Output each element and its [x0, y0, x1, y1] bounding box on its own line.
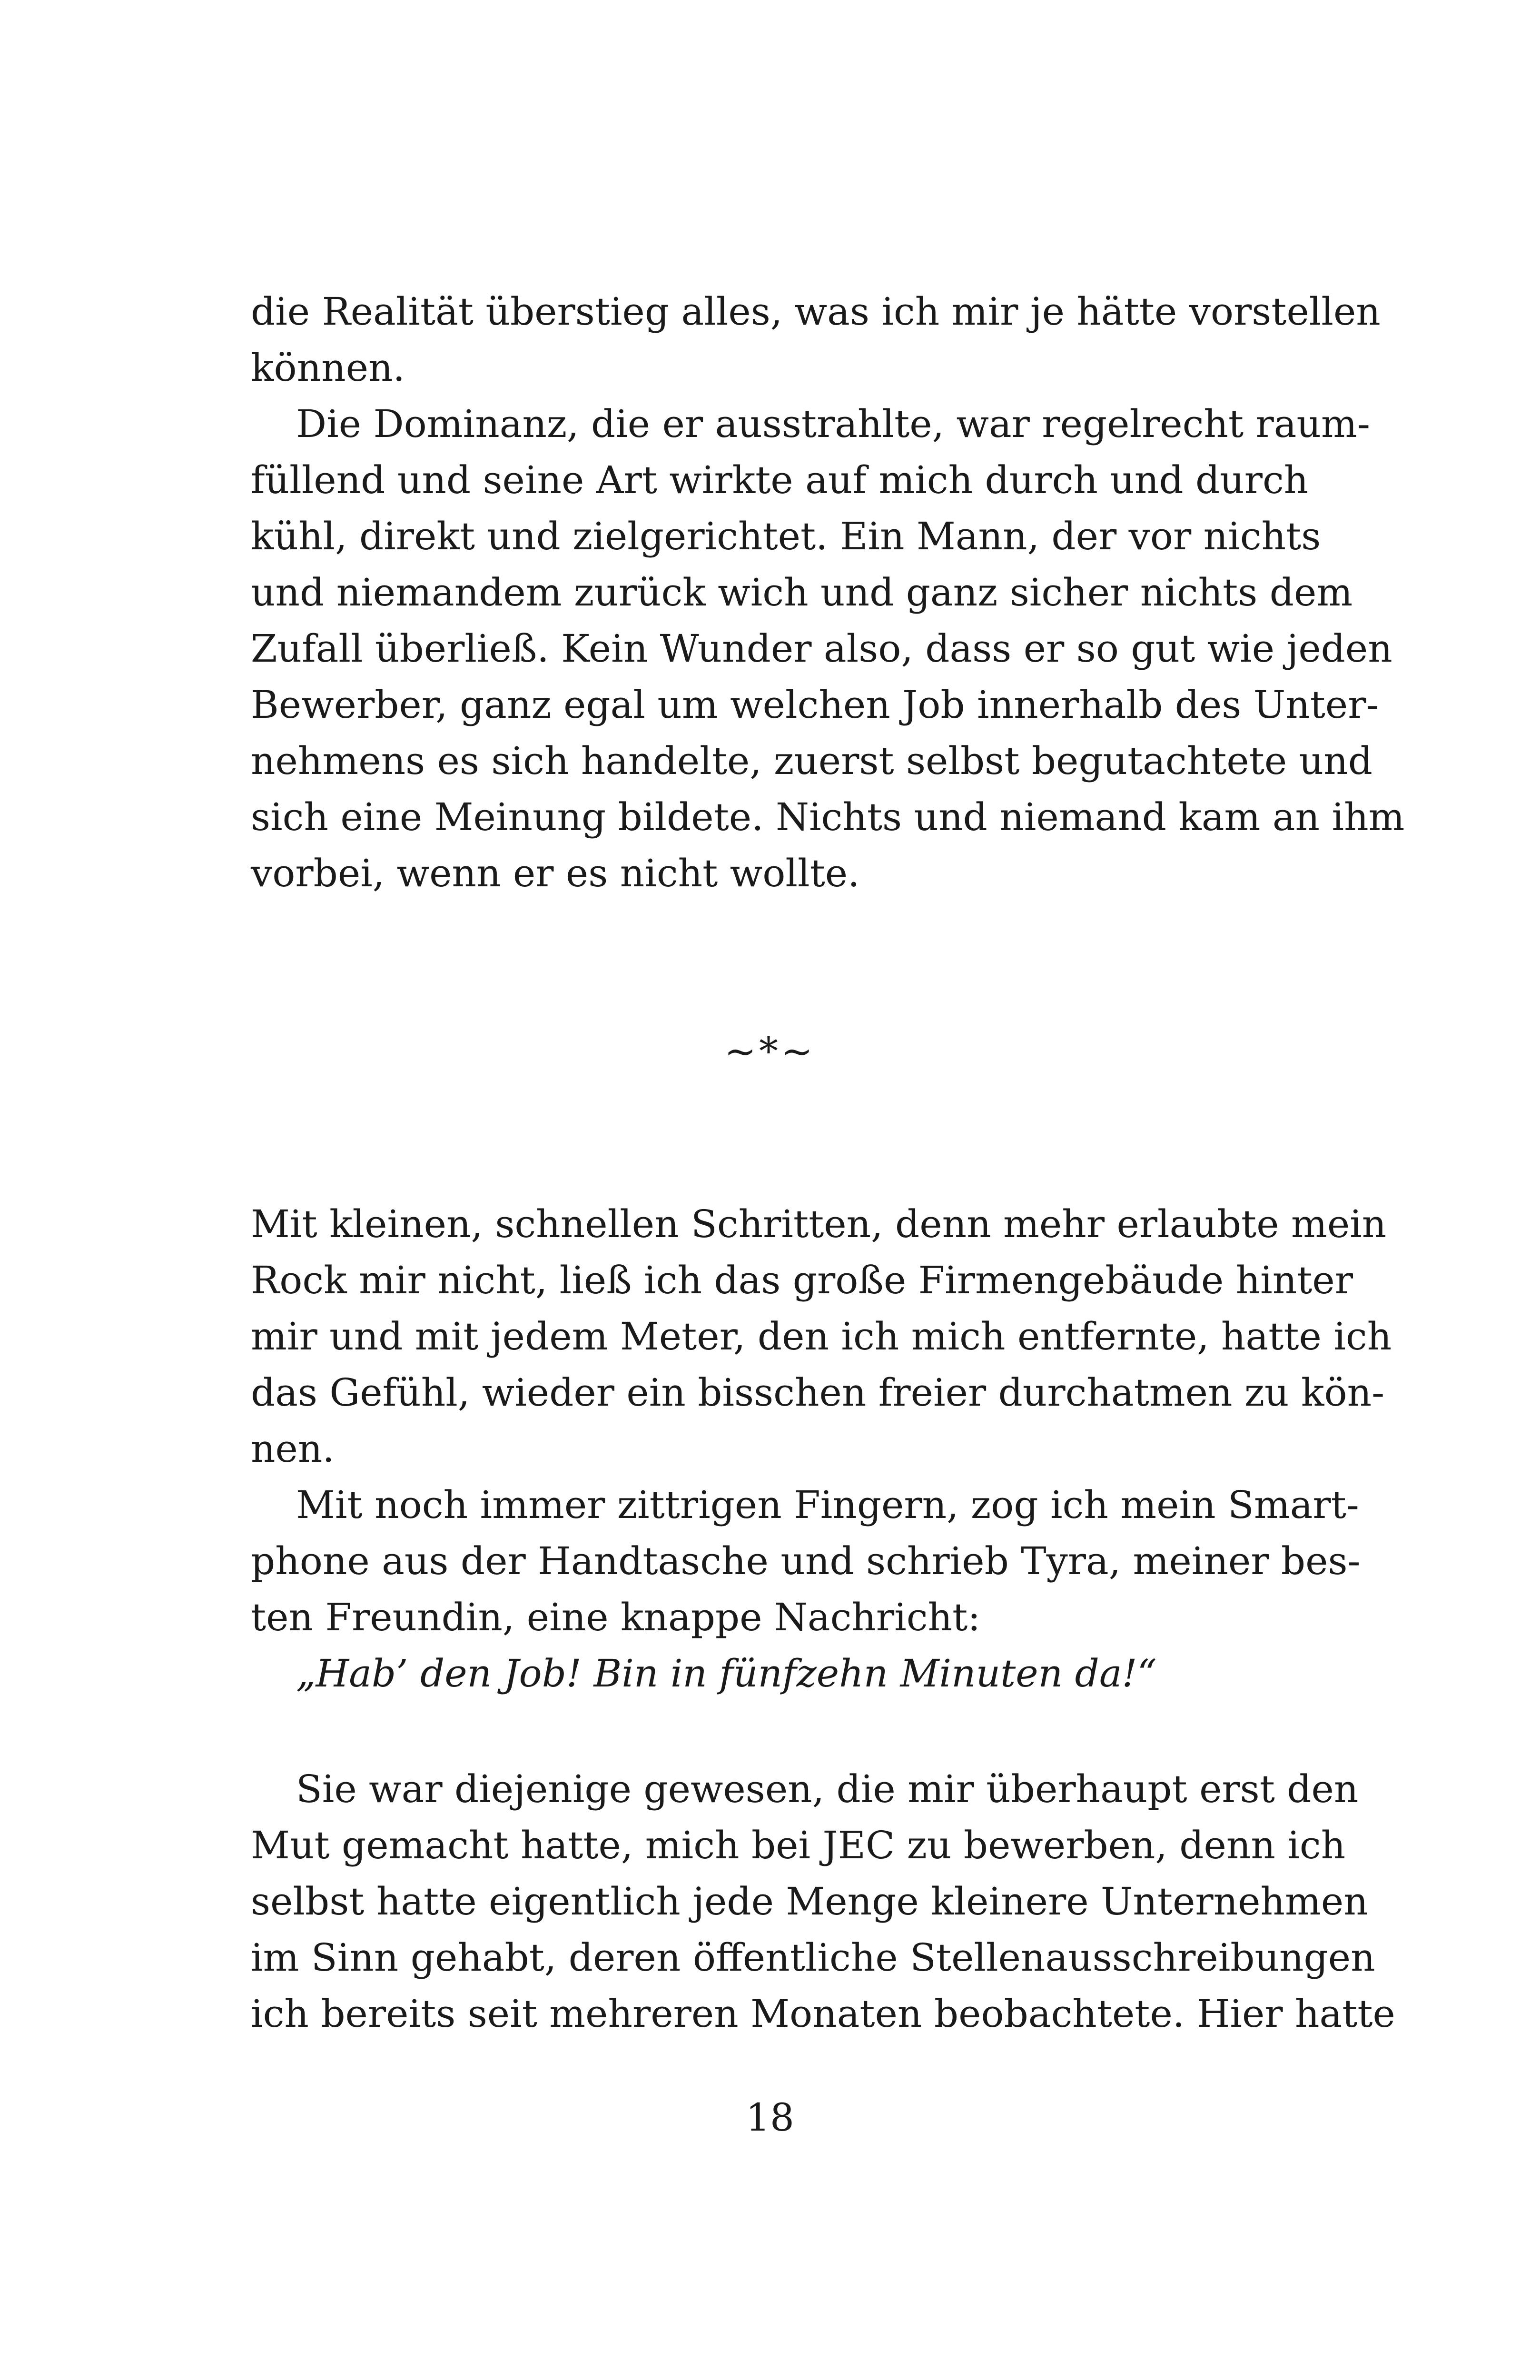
text-line: Zufall überließ. Kein Wunder also, dass er so gut wie jeden [251, 626, 1392, 671]
paragraph-block-1 [251, 284, 1405, 902]
text-line: Sie war diejenige gewesen, die mir überhaupt erst den [296, 1767, 1359, 1811]
scene-separator: ~*~ [724, 1029, 816, 1073]
text-line: phone aus der Handtasche und schrieb Tyra, meiner bes- [251, 1539, 1361, 1583]
text-line: vorbei, wenn er es nicht wollte. [251, 851, 860, 895]
text-line: Mit kleinen, schnellen Schritten, denn mehr erlaubte mein [251, 1202, 1387, 1246]
text-line: das Gefühl, wieder ein bisschen freier durchatmen zu kön- [251, 1370, 1385, 1415]
text-line: Die Dominanz, die er ausstrahlte, war regelrecht raum- [296, 402, 1370, 446]
text-line: und niemandem zurück wich und ganz sicher nichts dem [251, 570, 1353, 615]
page-number: 18 [746, 2095, 794, 2140]
text-line: Mit noch immer zittrigen Fingern, zog ich mein Smart- [296, 1483, 1359, 1527]
text-line: ten Freundin, eine knappe Nachricht: [251, 1595, 981, 1639]
text-line: Bewerber, ganz egal um welchen Job innerhalb des Unter- [251, 683, 1379, 727]
text-line: Mut gemacht hatte, mich bei JEC zu bewerben, denn ich [251, 1823, 1346, 1867]
text-line: nen. [251, 1427, 335, 1471]
text-line: Rock mir nicht, ließ ich das große Firmengebäude hinter [251, 1258, 1353, 1302]
text-message-quote: „Hab’ den Job! Bin in fünfzehn Minuten da!“ [296, 1651, 1157, 1696]
text-line: selbst hatte eigentlich jede Menge kleinere Unternehmen [251, 1879, 1368, 1924]
paragraph-block-2 [251, 1196, 1392, 1702]
paragraph-block-3 [251, 1761, 1395, 2042]
text-line: kühl, direkt und zielgerichtet. Ein Mann, der vor nichts [251, 514, 1321, 558]
text-line: nehmens es sich handelte, zuerst selbst begutachtete und [251, 739, 1372, 783]
text-line: im Sinn gehabt, deren öffentliche Stellenausschreibungen [251, 1935, 1375, 1980]
text-line: können. [251, 346, 405, 390]
text-line: mir und mit jedem Meter, den ich mich entfernte, hatte ich [251, 1314, 1392, 1359]
text-line: füllend und seine Art wirkte auf mich durch und durch [251, 458, 1309, 502]
text-line: die Realität überstieg alles, was ich mir je hätte vorstellen [251, 289, 1381, 334]
text-line: sich eine Meinung bildete. Nichts und niemand kam an ihm [251, 795, 1405, 839]
text-line: ich bereits seit mehreren Monaten beobachtete. Hier hatte [251, 1992, 1395, 2036]
